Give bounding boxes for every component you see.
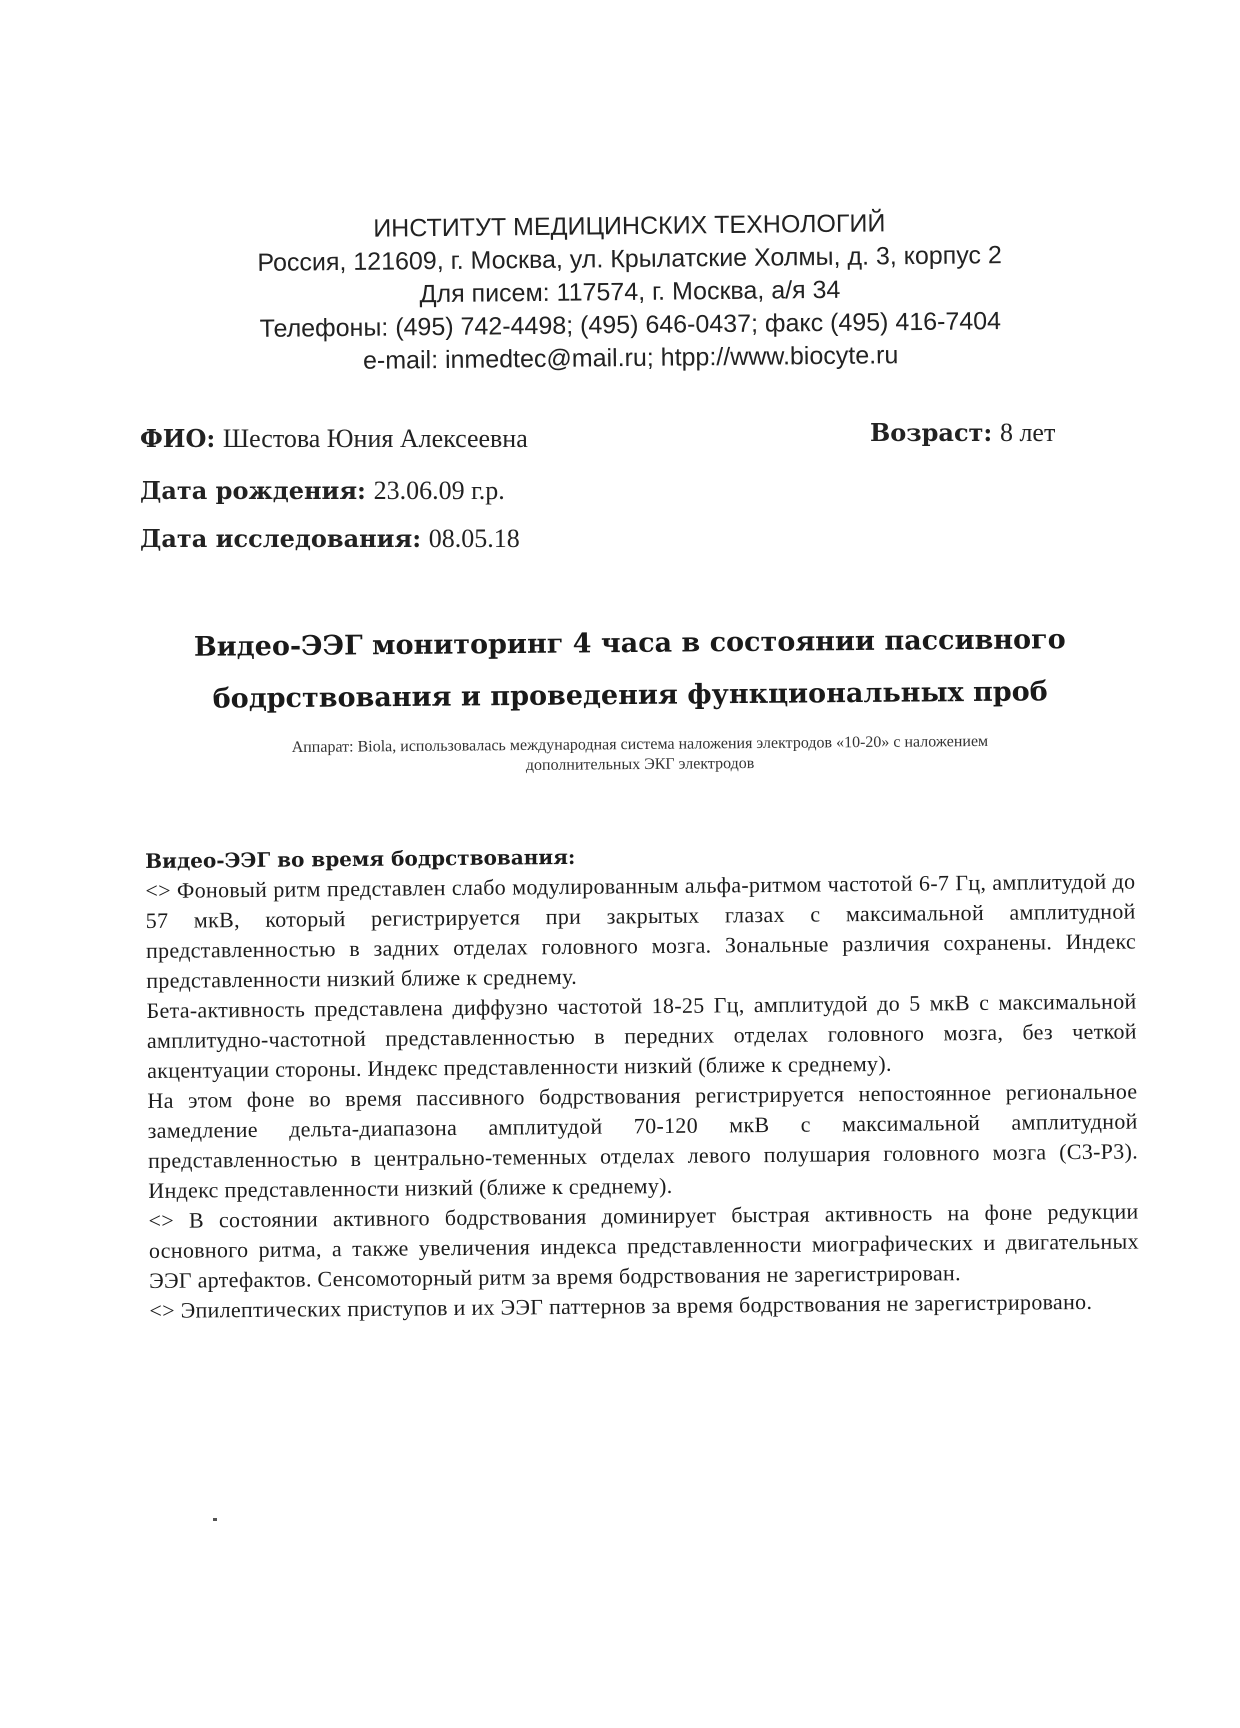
scan-speck xyxy=(213,1518,217,1521)
patient-age-value: 8 лет xyxy=(999,418,1056,447)
apparatus-line-2: дополнительных ЭКГ электродов xyxy=(525,755,755,774)
institute-address: Россия, 121609, г. Москва, ул. Крылатские Холмы, д. 3, корпус 2 xyxy=(257,241,1002,277)
patient-name-row xyxy=(140,424,528,454)
wakefulness-section xyxy=(145,836,1140,1325)
paragraph-active-wakefulness: <> В состоянии активного бодрствования доминирует быстрая активность на фоне редукции основного ритма, а также увеличения индекса представленности миографических и двигательных ЭЭГ артефактов. Сенсомоторный ритм за время бодрствования не зарегистрирован. xyxy=(148,1198,1139,1293)
institute-header xyxy=(199,206,1061,380)
patient-name-value: Шестова Юния Алексеевна xyxy=(222,424,528,453)
patient-name-label: ФИО: xyxy=(140,424,216,453)
paragraph-beta-activity: Бета-активность представлена диффузно частотой 18-25 Гц, амплитудой до 5 мкВ с максимальной амплитудно-частотной представленностью в передних отделах головного мозга, без четкой акцентуации стороны. Индекс представленности низкий (ближе к среднему). xyxy=(146,988,1137,1083)
patient-birth-row xyxy=(140,476,505,506)
exam-date-value: 08.05.18 xyxy=(428,524,520,553)
exam-date-row xyxy=(140,524,520,554)
institute-phones: Телефоны: (495) 742-4498; (495) 646-0437; факс (495) 416-7404 xyxy=(259,307,1002,343)
patient-age-row xyxy=(870,418,1055,448)
institute-contacts: e-mail: inmedtec@mail.ru; htpp://www.biocyte.ru xyxy=(362,341,899,375)
institute-mail-address: Для писем: 117574, г. Москва, а/я 34 xyxy=(419,275,841,309)
patient-age-label: Возраст: xyxy=(870,418,993,447)
report-title-line-2: бодрствования и проведения функциональных проб xyxy=(212,676,1048,715)
report-title xyxy=(140,614,1121,727)
paragraph-regional-slowing: На этом фоне во время пассивного бодрствования регистрируется непостоянное региональное замедление дельта-диапазона амплитудой 70-120 мкВ с максимальной амплитудной представленностью в центрально-теменных отделах левого полушария головного мозга (С3-Р3). Индекс представленности низкий (ближе к среднему). xyxy=(147,1078,1139,1203)
exam-date-label: Дата исследования: xyxy=(140,524,422,553)
paragraph-background-rhythm: <> Фоновый ритм представлен слабо модулированным альфа-ритмом частотой 6-7 Гц, амплитудой до 57 мкВ, который регистрируется при закрытых глазах с максимальной амплитудной представленностью в задних отделах головного мозга. Зональные различия сохранены. Индекс представленности низкий ближе к среднему. xyxy=(145,868,1137,993)
patient-birth-label: Дата рождения: xyxy=(140,476,366,505)
institute-name: ИНСТИТУТ МЕДИЦИНСКИХ ТЕХНОЛОГИЙ xyxy=(373,209,886,243)
apparatus-note xyxy=(200,731,1080,779)
report-title-line-1: Видео-ЭЭГ мониторинг 4 часа в состоянии пассивного xyxy=(193,624,1066,663)
patient-birth-value: 23.06.09 г.р. xyxy=(373,476,505,505)
apparatus-line-1: Аппарат: Biola, использовалась международная система наложения электродов «10-20» с наложением xyxy=(291,732,989,757)
paragraph-epileptic-events: <> Эпилептических приступов и их ЭЭГ паттернов за время бодрствования не зарегистрировано. xyxy=(149,1288,1093,1323)
section-title: Видео-ЭЭГ во время бодрствования: xyxy=(145,844,576,873)
